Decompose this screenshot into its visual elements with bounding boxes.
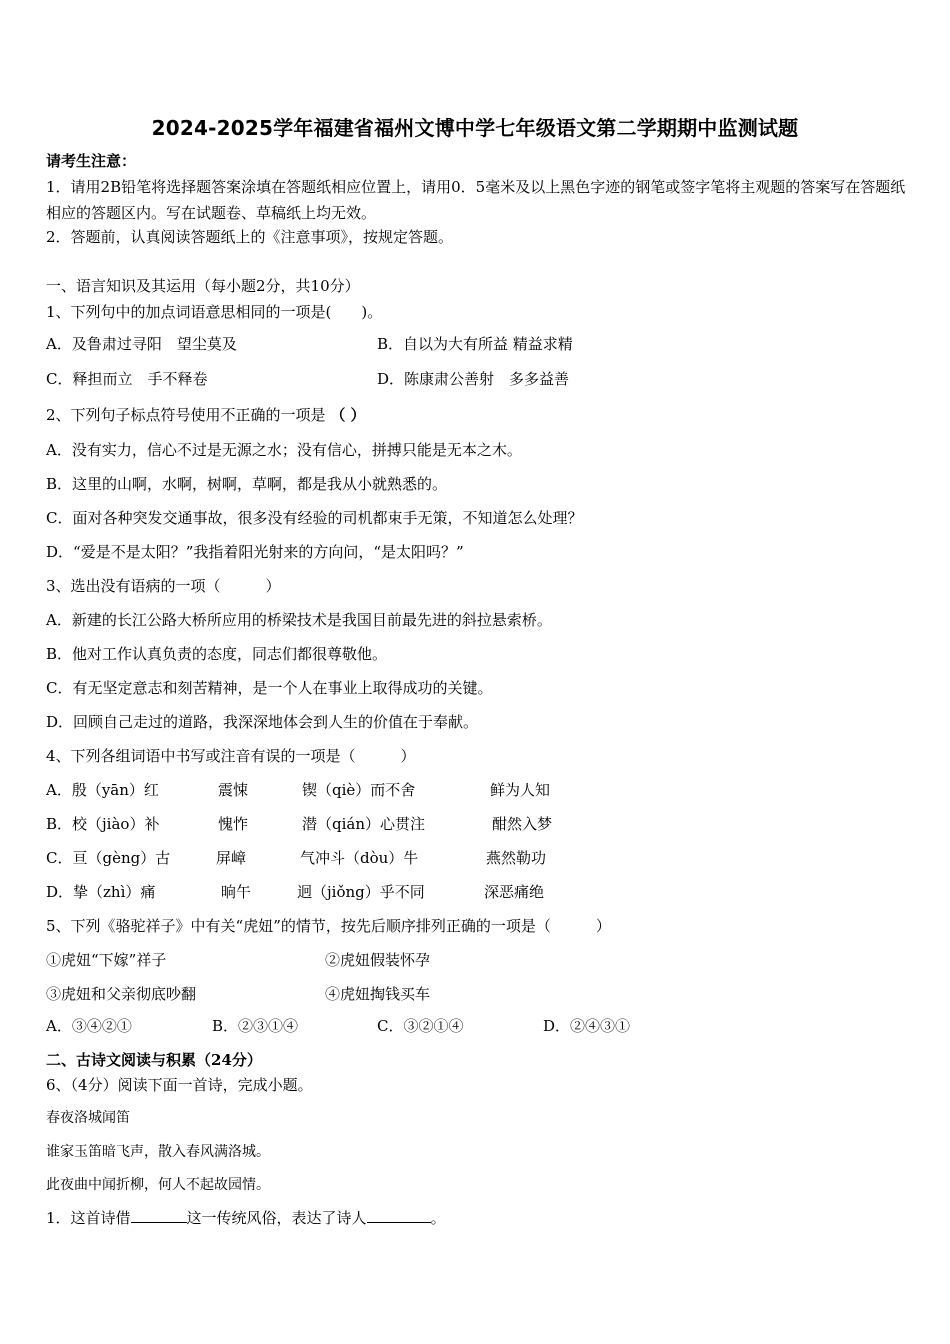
q2-option-b: B．这里的山啊，水啊，树啊，草啊，都是我从小就熟悉的。 <box>46 475 448 493</box>
q5-event-4: ④虎妞掏钱买车 <box>325 985 431 1003</box>
q4-row-b-col1: B．校（jiào）补 <box>46 815 160 833</box>
q4-row-a-col3: 锲（qiè）而不舍 <box>302 781 416 799</box>
q4-row-a-col4: 鲜为人知 <box>490 781 551 799</box>
q1-option-a: A．及鲁肃过寻阳 望尘莫及 <box>46 335 237 353</box>
poem-title: 春夜洛城闻笛 <box>46 1110 130 1126</box>
q4-row-d-col2: 晌午 <box>221 883 252 901</box>
q4-row-c-col4: 燕然勒功 <box>486 849 547 867</box>
section-1-heading: 一、语言知识及其运用（每小题2分，共10分） <box>46 277 360 295</box>
q4-row-c-col3: 气冲斗（dòu）牛 <box>300 849 419 867</box>
q3-option-a: A．新建的长江公路大桥所应用的桥梁技术是我国目前最先进的斜拉悬索桥。 <box>46 611 552 629</box>
q5-event-3: ③虎妞和父亲彻底吵翻 <box>46 985 197 1003</box>
section-2-heading: 二、古诗文阅读与积累（24分） <box>46 1051 262 1069</box>
q1-stem: 1、下列句中的加点词语意思相同的一项是( )。 <box>46 303 383 321</box>
q2-answer-paren: （ ） <box>330 406 366 424</box>
answer-blank-1[interactable] <box>131 1208 187 1223</box>
q5-stem: 5、下列《骆驼祥子》中有关“虎妞”的情节，按先后顺序排列正确的一项是（ ） <box>46 917 611 935</box>
q4-row-d-col3: 迥（jiǒng）乎不同 <box>297 883 425 901</box>
q1-option-c: C．释担而立 手不释卷 <box>46 370 208 388</box>
q3-option-b: B．他对工作认真负责的态度，同志们都很尊敬他。 <box>46 645 388 663</box>
page-title: 2024-2025学年福建省福州文博中学七年级语文第二学期期中监测试题 <box>151 116 799 140</box>
q5-option-c: C．③②①④ <box>377 1017 464 1035</box>
q3-stem: 3、选出没有语病的一项（ ） <box>46 577 281 595</box>
q5-option-a: A．③④②① <box>46 1017 132 1035</box>
q2-option-c: C．面对各种突发交通事故，很多没有经验的司机都束手无策，不知道怎么处理？ <box>46 509 583 527</box>
q6-sub-1-part-b: 这一传统风俗，表达了诗人 <box>186 1209 367 1227</box>
q1-option-d: D．陈康肃公善射 多多益善 <box>377 370 570 388</box>
q4-row-a-col2: 震悚 <box>218 781 249 799</box>
q5-event-2: ②虎妞假装怀孕 <box>325 951 431 969</box>
q6-sub-1-part-a: 1．这首诗借 <box>46 1209 131 1227</box>
notice-heading: 请考生注意： <box>46 152 137 170</box>
q4-row-c-col2: 屏嶂 <box>216 849 247 867</box>
q4-row-d-col1: D．挚（zhì）痛 <box>46 883 156 901</box>
q2-option-d: D．“爱是不是太阳？”我指着阳光射来的方向问，“是太阳吗？” <box>46 543 464 561</box>
q6-sub-1-part-c: 。 <box>430 1209 446 1227</box>
notice-item-2: 2．答题前，认真阅读答题纸上的《注意事项》，按规定答题。 <box>46 228 454 246</box>
q2-stem-line <box>46 405 366 425</box>
q2-option-a: A．没有实力，信心不过是无源之水；没有信心，拼搏只能是无本之木。 <box>46 441 522 459</box>
q4-row-b-col3: 潜（qián）心贯注 <box>302 815 426 833</box>
q3-option-d: D．回顾自己走过的道路，我深深地体会到人生的价值在于奉献。 <box>46 713 479 731</box>
q4-row-d-col4: 深恶痛绝 <box>484 883 545 901</box>
q6-stem: 6、（4分）阅读下面一首诗，完成小题。 <box>46 1076 313 1094</box>
q5-option-d: D．②④③① <box>543 1017 631 1035</box>
q4-row-c-col1: C．亘（gèng）古 <box>46 849 171 867</box>
answer-blank-2[interactable] <box>367 1208 431 1223</box>
q5-option-b: B．②③①④ <box>212 1017 299 1035</box>
notice-item-1: 1．请用2B铅笔将选择题答案涂填在答题纸相应位置上，请用0．5毫米及以上黑色字迹的钢笔或签字笔将主观题的答案写在答题纸相应的答题区内。写在试题卷、草稿纸上均无效。 <box>46 178 906 222</box>
q4-row-b-col2: 愧怍 <box>218 815 249 833</box>
poem-line-1: 谁家玉笛暗飞声，散入春风满洛城。 <box>46 1144 270 1160</box>
q5-event-1: ①虎妞“下嫁”祥子 <box>46 951 167 969</box>
poem-line-2: 此夜曲中闻折柳，何人不起故园情。 <box>46 1177 270 1193</box>
q2-stem: 2、下列句子标点符号使用不正确的一项是 <box>46 406 326 424</box>
q4-row-b-col4: 酣然入梦 <box>492 815 553 833</box>
q3-option-c: C．有无坚定意志和刻苦精神，是一个人在事业上取得成功的关键。 <box>46 679 493 697</box>
q6-sub-1 <box>46 1208 446 1228</box>
q4-stem: 4、下列各组词语中书写或注音有误的一项是（ ） <box>46 747 416 765</box>
q1-option-b: B．自以为大有所益 精益求精 <box>377 335 573 353</box>
q4-row-a-col1: A．殷（yān）红 <box>46 781 159 799</box>
